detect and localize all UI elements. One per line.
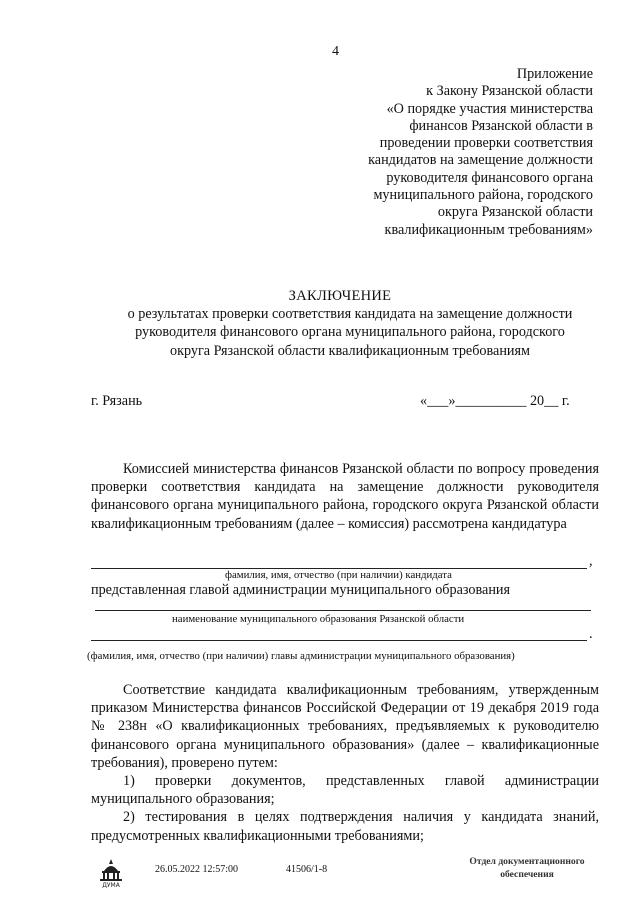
date-placeholder: «___»__________ 20__ г. [420,393,570,409]
appendix-line: руководителя финансового органа [386,169,593,186]
subtitle-line: о результатах проверки соответствия кандидата на замещение должности [127,306,573,322]
appendix-line: проведении проверки соответствия [379,135,593,152]
document-title: ЗАКЛЮЧЕНИЕ [288,288,392,304]
subtitle-line: руководителя финансового органа муниципального района, городского [135,324,565,341]
commission-paragraph [91,460,599,533]
appendix-line: квалификационным требованиям» [384,221,593,238]
appendix-line: финансов Рязанской области в [409,117,593,134]
head-caption: (фамилия, имя, отчество (при наличии) главы администрации муниципального образования) [87,650,515,662]
presented-by: представленная главой администрации муниципального образования [91,582,511,598]
period: . [589,626,593,642]
appendix-line: кандидатов на замещение должности [368,152,593,169]
conformity-text: Соответствие кандидата квалификационным требованиям, утвержденным приказом Министерства финансов Российской Федерации от 19 декабря 2019 года № 238н «О квалификационных требованиях, предъявляемых к руководителю финансового органа муниципального образования» (далее – квалификационные требования), проверено путем: [91,682,599,771]
logo-text: ДУМА [102,882,120,888]
appendix-line: Приложение [516,66,593,82]
comma: , [589,553,593,569]
appendix-line: «О порядке участия министерства [386,100,593,117]
duma-logo-icon [96,856,126,888]
head-name-line [91,640,587,641]
appendix-line: к Закону Рязанской области [426,83,593,100]
page-number: 4 [332,44,339,59]
list-item-testing: 2) тестирования в целях подтверждения наличия у кандидата знаний, предусмотренных квалификационными требованиями; [91,809,599,844]
conformity-paragraph [91,681,599,845]
footer-datetime: 26.05.2022 12:57:00 [155,864,239,875]
subtitle-line: округа Рязанской области квалификационным требованиям [169,342,531,359]
commission-text: Комиссией министерства финансов Рязанской области по вопросу проведения проверки соответствия кандидата на замещение должности руководителя финансового органа муниципального района, городского округа Рязанской области квалификационным требованиям (далее – комиссия) рассмотрена кандидатура [91,461,599,532]
appendix-line: округа Рязанской области [437,204,593,221]
department-stamp [452,855,602,881]
document-subtitle [105,305,595,360]
municipality-line [95,610,591,611]
list-item-documents: 1) проверки документов, представленных главой администрации муниципального образования; [91,773,599,808]
department-line: Отдел документационного [469,856,585,867]
footer-doc-number: 41506/1-8 [286,864,328,875]
department-line: обеспечения [500,869,554,880]
appendix-block [293,66,593,239]
appendix-line: муниципального района, городского [373,187,593,204]
municipality-caption: наименование муниципального образования Рязанской области [172,613,465,625]
candidate-caption: фамилия, имя, отчество (при наличии) кандидата [225,569,452,581]
city: г. Рязань [91,393,143,409]
